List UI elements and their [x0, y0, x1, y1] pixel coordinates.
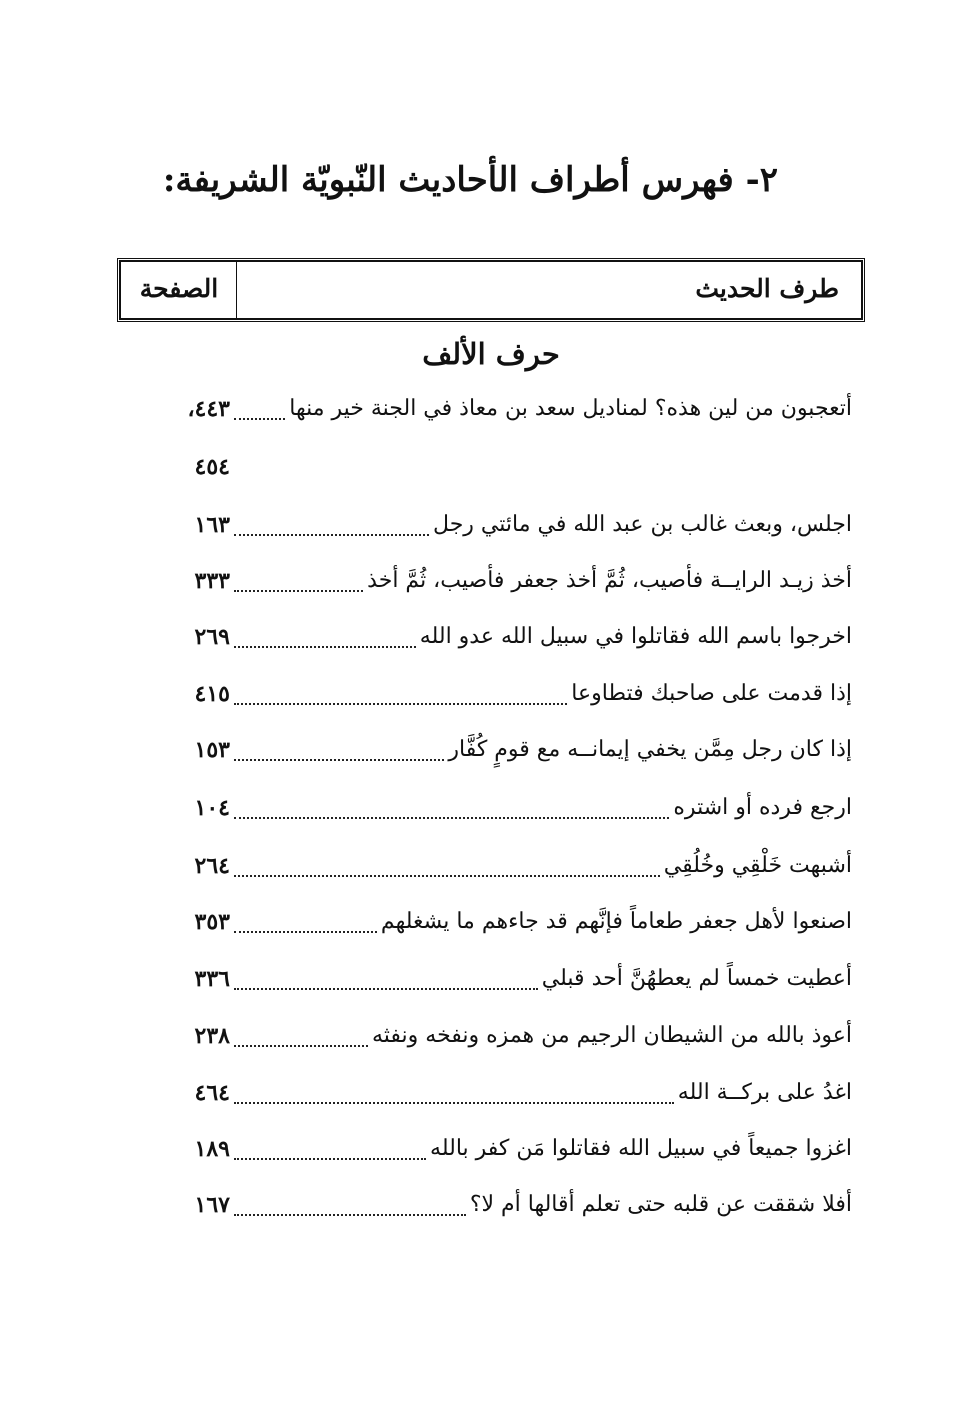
- dot-leader: [234, 532, 429, 536]
- entry-text: أعطيت خمساً لم يعطهُنَّ أحد قبلي: [541, 966, 852, 991]
- index-entry: [140, 1010, 852, 1062]
- entry-page: ١٠٤: [194, 795, 230, 821]
- entry-text: أتعجبون من لين هذه؟ لمناديل سعد بن معاذ في الجنة خير منها: [289, 396, 852, 421]
- index-entry: [140, 499, 852, 551]
- index-entry: [140, 840, 852, 892]
- entry-text: ارجع فرده أو اشتره: [673, 795, 852, 820]
- entry-page: ٤٥٤: [194, 454, 230, 480]
- dot-leader: [234, 416, 285, 420]
- dot-leader: [234, 873, 660, 877]
- dot-leader: [234, 588, 363, 592]
- index-entry: [140, 555, 852, 607]
- page-column-header: الصفحة: [139, 274, 219, 303]
- entry-page: ٣٥٣: [194, 909, 230, 935]
- index-entry: [140, 1067, 852, 1119]
- entry-text: اجلس، وبعث غالب بن عبد الله في مائتي رجل: [433, 512, 852, 537]
- entry-text: أفلا شققت عن قلبه حتى تعلم أقالها أم لا؟: [469, 1192, 852, 1217]
- entry-page: ٣٣٣: [194, 568, 230, 594]
- entry-page: ٢٦٩: [194, 624, 230, 650]
- page-title: ٢- فهرس أطراف الأحاديث النّبويّة الشريفة:: [162, 160, 778, 200]
- dot-leader: [234, 644, 416, 648]
- entry-text: أعوذ بالله من الشيطان الرجيم من همزه ونفخه ونفثه: [371, 1023, 852, 1048]
- entry-text: أخذ زيـد الرايــة فأصيب، ثُمَّ أخذ جعفر فأصيب، ثُمَّ أخذ: [367, 568, 852, 593]
- entry-page: ٤٦٤: [194, 1080, 230, 1106]
- index-entry: [140, 611, 852, 663]
- entry-text: اخرجوا باسم الله فقاتلوا في سبيل الله عدو الله: [419, 624, 852, 649]
- index-entry: [140, 668, 852, 720]
- dot-leader: [234, 986, 538, 990]
- index-entry: [140, 383, 852, 435]
- table-header: [117, 258, 865, 322]
- entry-page: ١٦٣: [194, 512, 230, 538]
- dot-leader: [234, 1212, 466, 1216]
- entry-page: ٢٦٤: [194, 853, 230, 879]
- entry-text: اغزوا جميعاً في سبيل الله فقاتلوا مَن كفر بالله: [430, 1136, 852, 1161]
- entry-page: ٤١٥: [194, 681, 230, 707]
- entry-page: ١٦٧: [194, 1192, 230, 1218]
- index-entry: [140, 724, 852, 776]
- section-heading: حرف الألف: [422, 337, 560, 371]
- index-entry: [140, 1179, 852, 1231]
- index-entry: [140, 953, 852, 1005]
- index-entry: [140, 896, 852, 948]
- entry-page: ٢٣٨: [194, 1023, 230, 1049]
- entry-page: ١٨٩: [194, 1136, 230, 1162]
- entry-page: ٤٤٣،: [187, 396, 230, 422]
- entry-page: ١٥٣: [194, 737, 230, 763]
- dot-leader: [234, 1043, 368, 1047]
- index-entry: [140, 441, 852, 493]
- dot-leader: [234, 1156, 426, 1160]
- dot-leader: [234, 757, 444, 761]
- entry-page: ٣٣٦: [194, 966, 230, 992]
- entry-text: اغدُ على بركــة الله: [677, 1080, 852, 1105]
- index-entry: [140, 782, 852, 834]
- dot-leader: [234, 701, 567, 705]
- dot-leader: [234, 929, 377, 933]
- entry-text: أشبهت خَلْقِي وخُلُقِي: [663, 853, 852, 878]
- dot-leader: [234, 1100, 674, 1104]
- entry-text: إذا قدمت على صاحبك فتطاوعا: [571, 681, 852, 706]
- entry-text: إذا كان رجل مِمَّن يخفي إيمانــه مع قومٍ كُفَّار: [448, 737, 852, 762]
- entry-text: اصنعوا لأهل جعفر طعاماً فإنَّهم قد جاءهم ما يشغلهم: [380, 909, 852, 934]
- dot-leader: [234, 815, 669, 819]
- hadith-column-header: طرف الحديث: [236, 262, 861, 318]
- index-entry: [140, 1123, 852, 1175]
- table-header-inner-border: [120, 261, 862, 319]
